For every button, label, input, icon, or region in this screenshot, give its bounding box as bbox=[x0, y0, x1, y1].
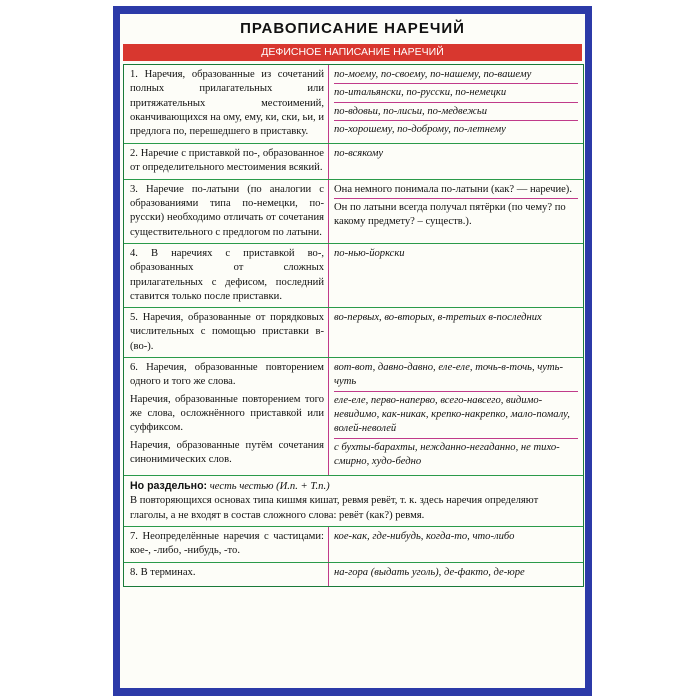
example-line: по-моему, по-своему, по-нашему, по-вашему bbox=[334, 68, 578, 84]
table-row bbox=[124, 308, 583, 358]
rule-text: 4. В наречиях с приставкой во-, образованных от сложных прилагательных с дефисом, последний ставится только после приставки. bbox=[124, 244, 329, 307]
table-row bbox=[124, 527, 583, 563]
examples-cell bbox=[329, 563, 583, 586]
table-row bbox=[124, 144, 583, 180]
rule-text: 5. Наречия, образованные от порядковых числительных с помощью приставки в- (во-). bbox=[124, 308, 329, 357]
example-line: по-нью-йоркски bbox=[334, 247, 405, 259]
rule-text: 8. В терминах. bbox=[124, 563, 329, 586]
poster-sheet bbox=[120, 14, 585, 688]
separate-note bbox=[124, 476, 583, 526]
example-line: Она немного понимала по-латыни (как? — наречие). bbox=[334, 183, 578, 199]
page-title: ПРАВОПИСАНИЕ НАРЕЧИЙ bbox=[240, 20, 465, 37]
table-row bbox=[124, 65, 583, 144]
table-row bbox=[124, 244, 583, 308]
poster-board bbox=[113, 6, 592, 696]
example-line: вот-вот, давно-давно, еле-еле, точь-в-точь, чуть-чуть bbox=[334, 361, 578, 392]
examples-cell bbox=[329, 65, 583, 143]
example-line: по-итальянски, по-русски, по-немецки bbox=[334, 86, 578, 102]
example-line: кое-как, где-нибудь, когда-то, что-либо bbox=[334, 531, 515, 543]
examples-cell bbox=[329, 180, 583, 243]
rule-text: 7. Неопределённые наречия с частицами: кое-, -либо, -нибудь, -то. bbox=[124, 527, 329, 562]
rule-text-group bbox=[124, 358, 329, 475]
example-line: по-вдовьи, по-лисьи, по-медвежьи bbox=[334, 105, 578, 121]
example-line: Он по латыни всегда получал пятёрки (по чему? по какому предмету? – существ.). bbox=[334, 202, 566, 228]
rule-text: 1. Наречия, образованные из сочетаний полных прилагательных или притяжательных местоимений, оканчивающихся на ому, ему, ки, ски, ьи, и предлога по, перешедшего в приставку. bbox=[124, 65, 329, 143]
table-row-separate bbox=[124, 476, 583, 527]
table-row bbox=[124, 180, 583, 244]
rule-text: Наречия, образованные повторением того же слова, осложнённого приставкой или суффиксом. bbox=[130, 393, 324, 434]
example-line: во-первых, во-вторых, в-третьих в-последних bbox=[334, 312, 542, 324]
table-row bbox=[124, 563, 583, 586]
examples-cell bbox=[329, 358, 583, 475]
example-line: еле-еле, перво-наперво, всего-навсего, видимо-невидимо, как-никак, крепко-накрепко, мало-помалу, волей-неволей bbox=[334, 394, 578, 439]
rules-table bbox=[123, 64, 584, 587]
rule-text: 3. Наречие по-латыни (по аналогии с образованиями типа по-немецки, по-русски) необходимо отличать от сочетания существительного с предлогом по латыни. bbox=[124, 180, 329, 243]
examples-cell bbox=[329, 144, 583, 179]
example-line: с бухты-барахты, нежданно-негаданно, не тихо-смирно, худо-бедно bbox=[334, 441, 560, 467]
example-line: по-всякому bbox=[334, 148, 384, 160]
section-banner: ДЕФИСНОЕ НАПИСАНИЕ НАРЕЧИЙ bbox=[123, 44, 582, 61]
examples-cell bbox=[329, 244, 583, 307]
example-line: по-хорошему, по-доброму, по-летнему bbox=[334, 123, 506, 135]
rule-text: 6. Наречия, образованные повторением одного и того же слова. bbox=[130, 362, 324, 388]
examples-cell bbox=[329, 308, 583, 357]
separate-example: честь честью (И.п. + Т.п.) bbox=[209, 481, 330, 493]
examples-cell bbox=[329, 527, 583, 562]
rule-text: Наречия, образованные путём сочетания синонимических слов. bbox=[130, 439, 324, 465]
table-row bbox=[124, 358, 583, 476]
separate-label: Но раздельно: bbox=[130, 480, 208, 493]
rule-text: 2. Наречие с приставкой по-, образованное от определительного местоимения всякий. bbox=[124, 144, 329, 179]
separate-text: В повторяющихся основах типа кишмя кишат, ревмя ревёт, т. к. здесь наречия определяют глаголы, а не входят в состав сложного слова: ревёт (как?) ревмя. bbox=[130, 495, 539, 521]
example-line: на-гора (выдать уголь), де-факто, де-юре bbox=[334, 566, 525, 578]
